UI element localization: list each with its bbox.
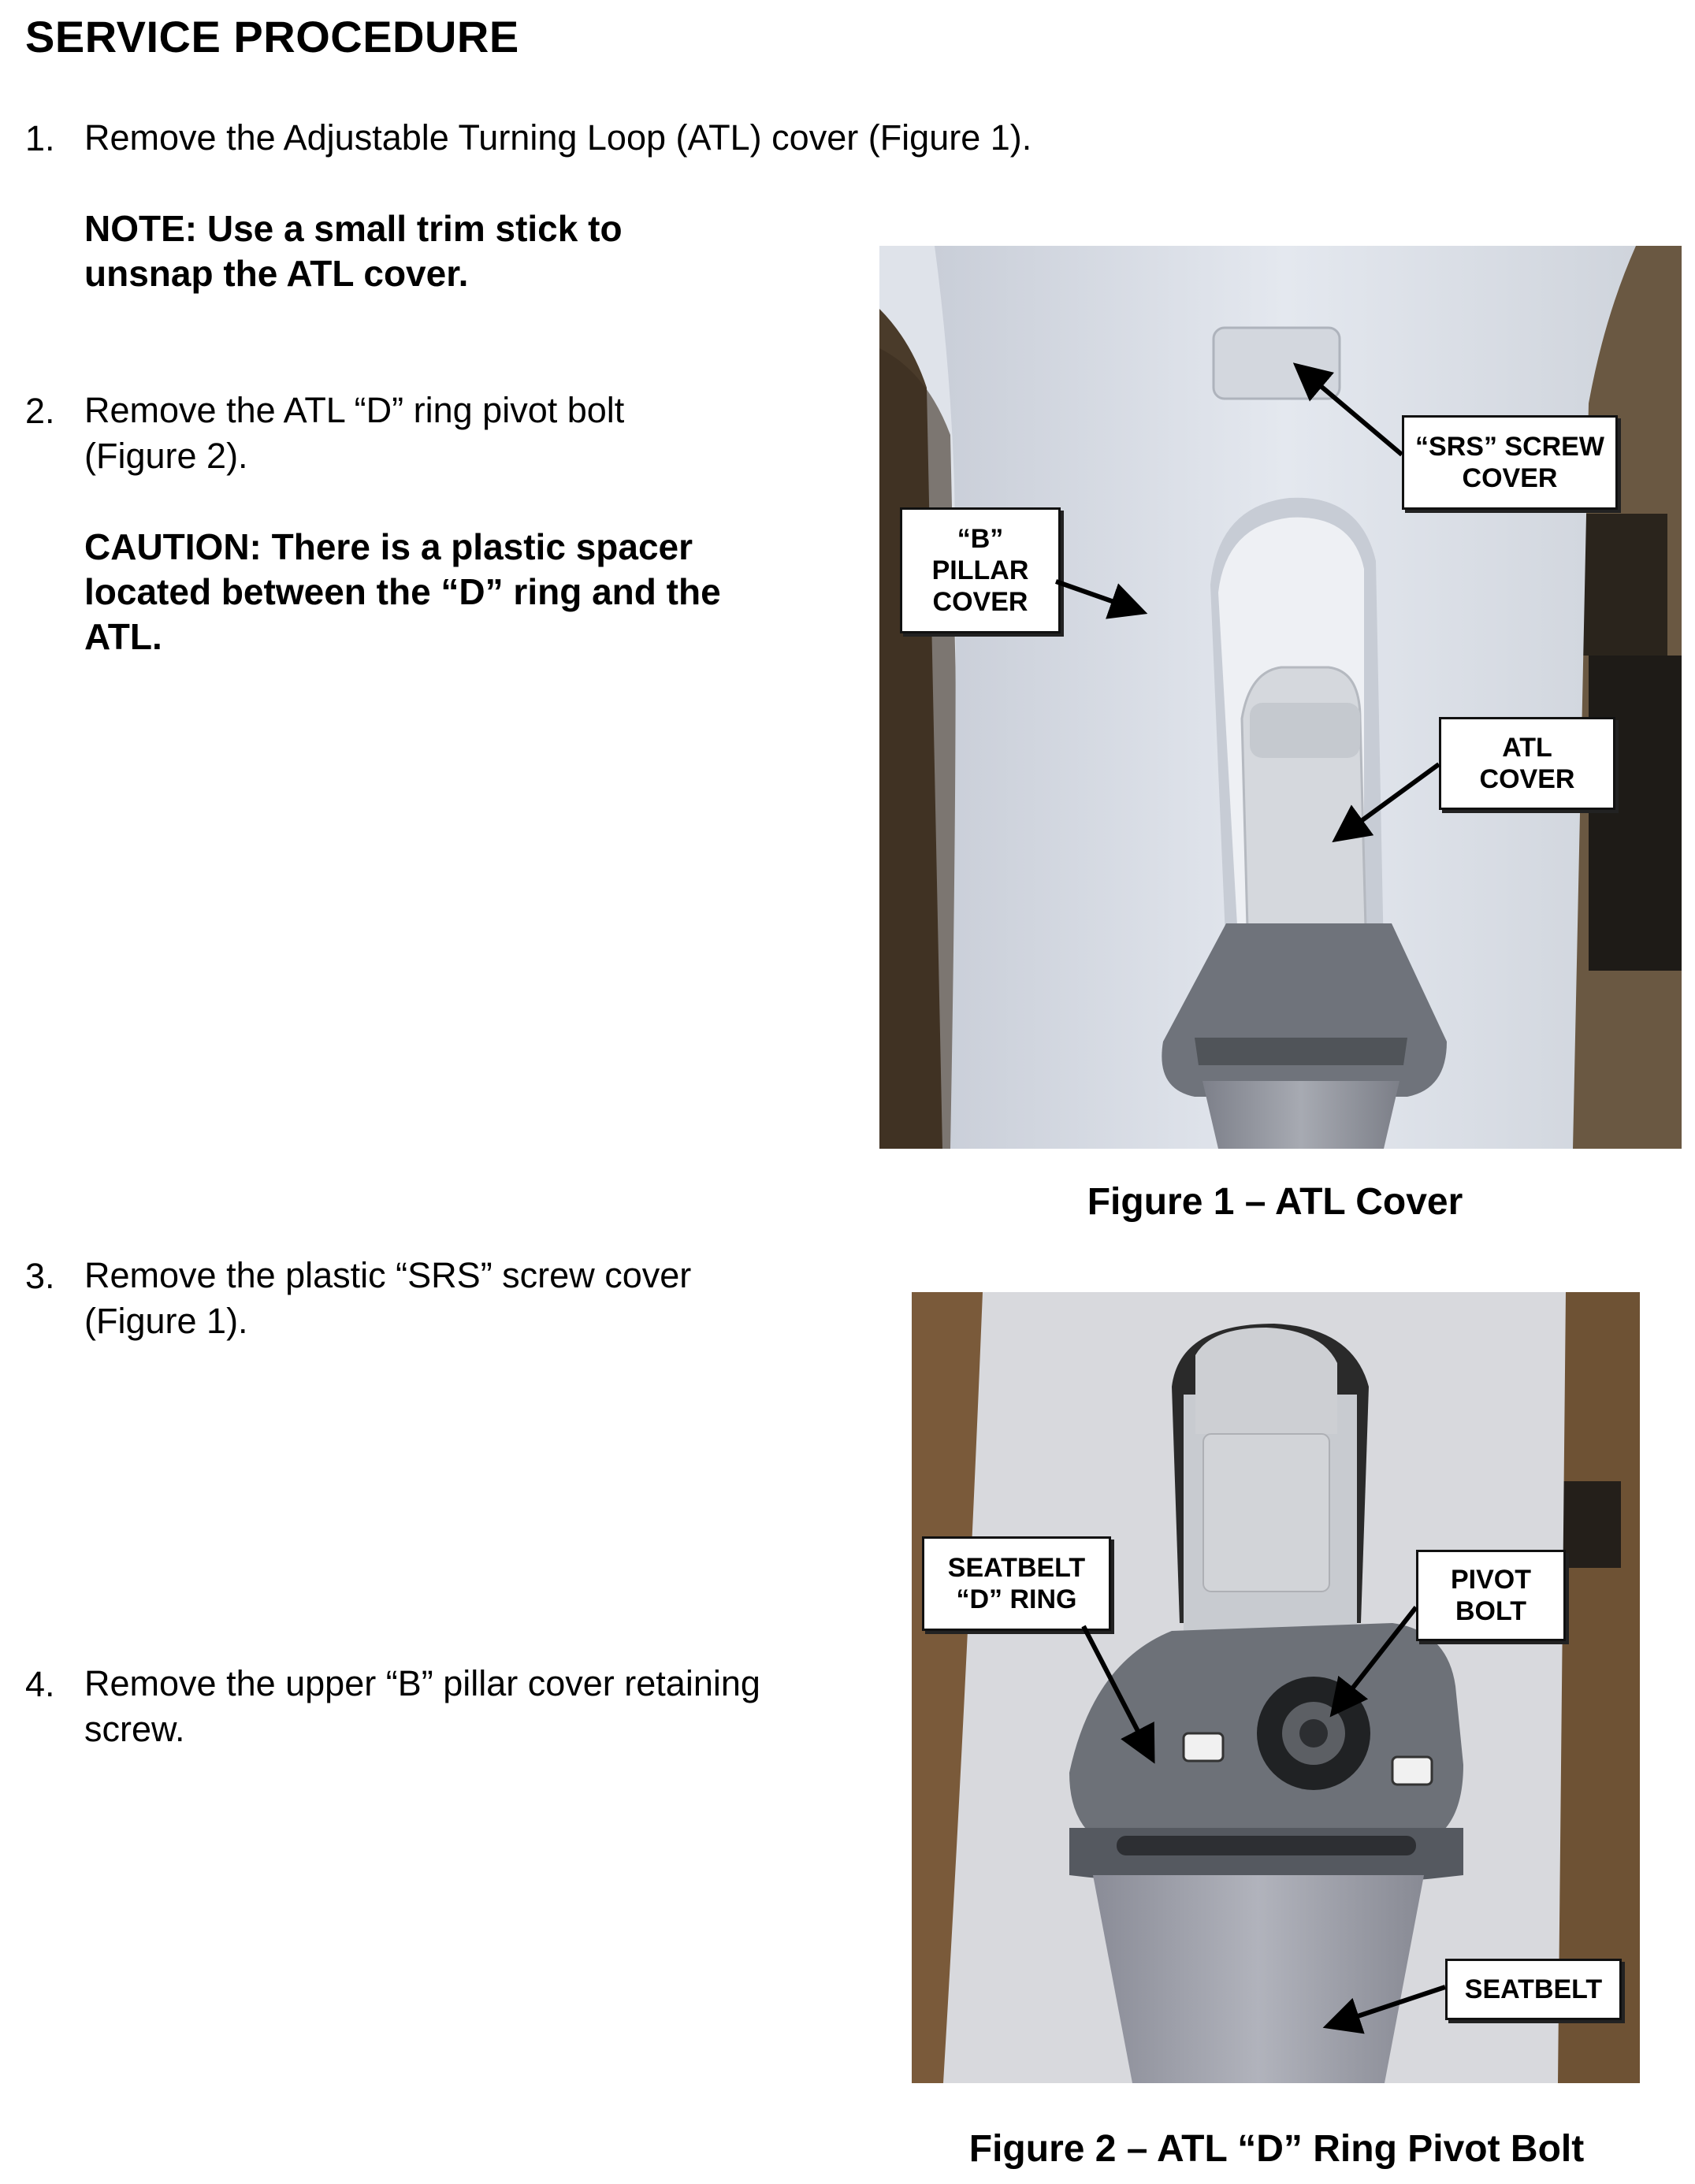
arrow-seatbelt xyxy=(1332,1987,1445,2025)
caution-line: CAUTION: There is a plastic spacer xyxy=(84,526,693,567)
page-title: SERVICE PROCEDURE xyxy=(25,12,519,61)
callout-line: BOLT xyxy=(1455,1596,1526,1626)
figure-2-arrows xyxy=(0,1182,1695,2184)
step-line: (Figure 1). xyxy=(84,1301,248,1341)
callout-line: ATL xyxy=(1502,733,1552,763)
arrow-b-pillar xyxy=(1056,581,1139,611)
note-line: NOTE: Use a small trim stick to xyxy=(84,208,623,249)
caution-line: located between the “D” ring and the xyxy=(84,571,721,612)
arrow-atl xyxy=(1340,764,1439,837)
step-line: screw. xyxy=(84,1709,185,1749)
step-number: 3. xyxy=(25,1256,55,1296)
callout-line: “SRS” SCREW xyxy=(1415,432,1604,462)
step-number: 4. xyxy=(25,1664,55,1704)
figure-2-caption: Figure 2 – ATL “D” Ring Pivot Bolt xyxy=(968,2128,1585,2170)
step-number: 1. xyxy=(25,118,55,158)
note-line: unsnap the ATL cover. xyxy=(84,253,469,294)
callout-line: COVER xyxy=(1462,463,1558,493)
step-text: Remove the Adjustable Turning Loop (ATL) cover (Figure 1). xyxy=(84,117,1032,158)
callout-line: “D” RING xyxy=(956,1584,1077,1614)
callout-line: PIVOT xyxy=(1450,1565,1532,1595)
callout-line: SEATBELT xyxy=(947,1553,1086,1583)
step-line: Remove the ATL “D” ring pivot bolt xyxy=(84,390,625,430)
arrow-d-ring xyxy=(1084,1626,1150,1755)
step-line: Remove the plastic “SRS” screw cover xyxy=(84,1255,692,1295)
step-number: 2. xyxy=(25,391,55,431)
step-line: Remove the upper “B” pillar cover retaining xyxy=(84,1663,760,1703)
callout-line: PILLAR xyxy=(931,555,1029,585)
figure-1-caption: Figure 1 – ATL Cover xyxy=(1087,1181,1463,1223)
arrow-srs xyxy=(1300,369,1402,455)
arrow-pivot-bolt xyxy=(1336,1607,1416,1710)
caution-line: ATL. xyxy=(84,616,162,657)
callout-line: COVER xyxy=(1479,764,1575,794)
callout-line: “B” xyxy=(957,524,1004,554)
step-line: (Figure 2). xyxy=(84,436,248,476)
callout-line: SEATBELT xyxy=(1464,1974,1603,2004)
callout-line: COVER xyxy=(932,587,1028,617)
